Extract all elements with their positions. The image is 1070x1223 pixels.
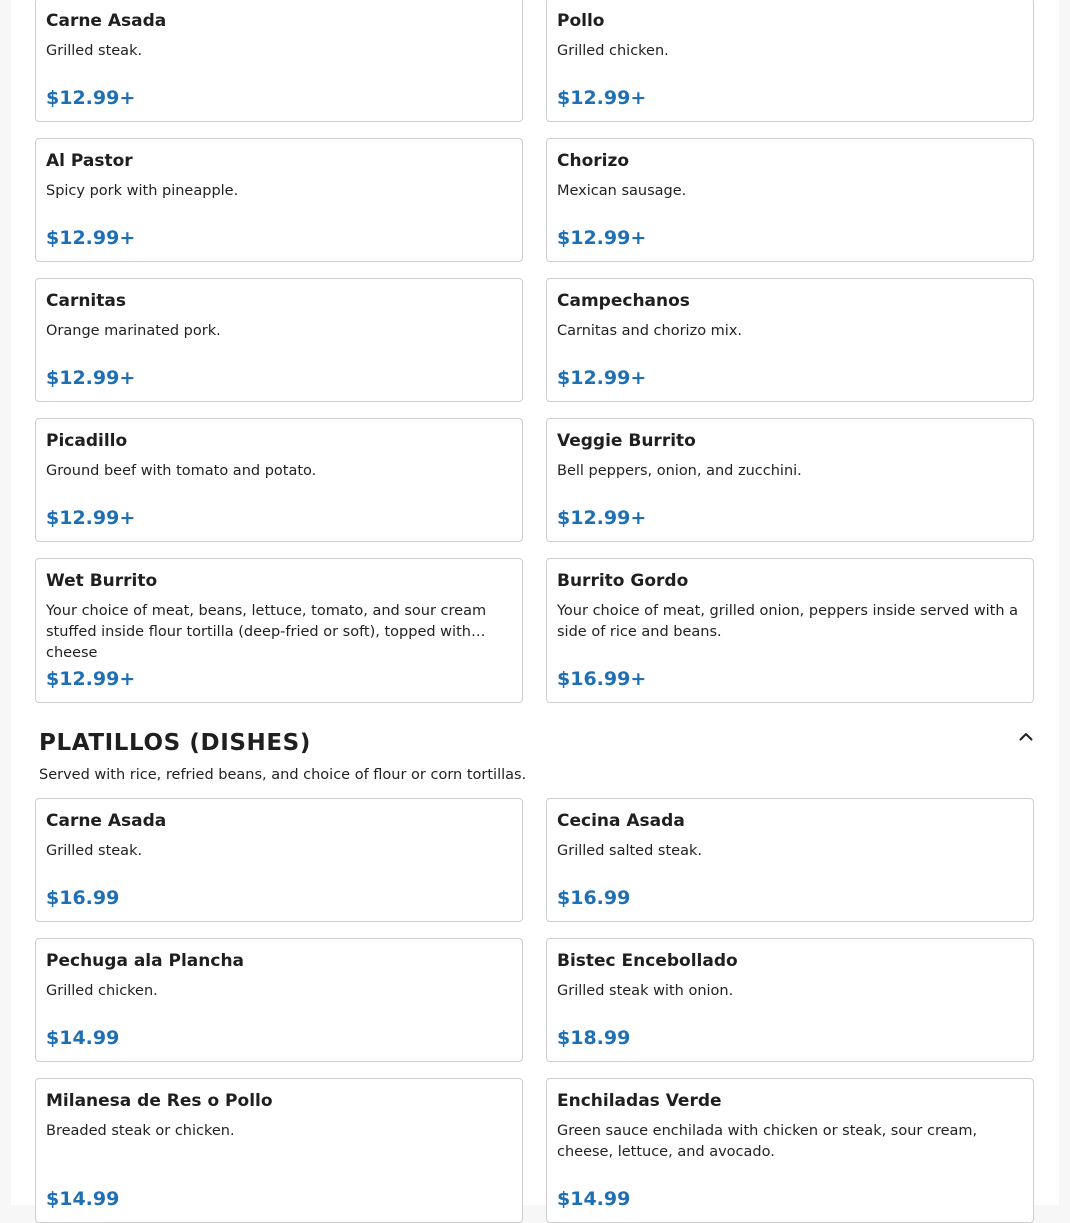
menu-item-card[interactable]: [35, 0, 523, 122]
menu-item-card[interactable]: [35, 938, 523, 1062]
item-name: Al Pastor: [46, 151, 133, 171]
item-name: Milanesa de Res o Pollo: [46, 1091, 273, 1111]
item-description: Grilled chicken.: [46, 983, 158, 999]
burritos-grid: [35, 0, 1034, 703]
section-header: [39, 728, 1035, 760]
item-price: $12.99+: [46, 367, 136, 389]
item-description: Grilled salted steak.: [557, 843, 702, 859]
item-description: Grilled steak.: [46, 43, 143, 59]
item-name: Carnitas: [46, 291, 126, 311]
item-description: Grilled steak with onion.: [557, 983, 734, 999]
item-description: Mexican sausage.: [557, 183, 687, 199]
item-name: Carne Asada: [46, 811, 167, 831]
item-description: Carnitas and chorizo mix.: [557, 323, 743, 339]
item-price: $14.99: [557, 1188, 631, 1210]
item-name: Pechuga ala Plancha: [46, 951, 245, 971]
item-name: Cecina Asada: [557, 811, 685, 831]
item-description: Spicy pork with pineapple.: [46, 183, 239, 199]
item-price: $12.99+: [557, 87, 647, 109]
item-description: Bell peppers, onion, and zucchini.: [557, 463, 802, 479]
section-subtitle: Served with rice, refried beans, and choice of flour or corn tortillas.: [39, 767, 527, 783]
menu-item-card[interactable]: [546, 558, 1034, 703]
menu-item-card[interactable]: [35, 558, 523, 703]
item-description: Breaded steak or chicken.: [46, 1123, 235, 1139]
menu-item-card[interactable]: [35, 138, 523, 262]
menu-item-card[interactable]: [35, 278, 523, 402]
section-title: PLATILLOS (DISHES): [39, 730, 311, 756]
item-name: Bistec Encebollado: [557, 951, 738, 971]
item-name: Picadillo: [46, 431, 128, 451]
item-name: Pollo: [557, 11, 605, 31]
item-description: Grilled chicken.: [557, 43, 669, 59]
item-price: $18.99: [557, 1027, 631, 1049]
menu-page: [11, 0, 1059, 1210]
item-price: $14.99: [46, 1188, 120, 1210]
menu-item-card[interactable]: [546, 938, 1034, 1062]
item-name: Veggie Burrito: [557, 431, 696, 451]
item-description: Grilled steak.: [46, 843, 143, 859]
item-name: Wet Burrito: [46, 571, 158, 591]
menu-item-card[interactable]: [546, 278, 1034, 402]
menu-item-card[interactable]: [546, 138, 1034, 262]
menu-item-card[interactable]: [35, 1078, 523, 1223]
item-name: Enchiladas Verde: [557, 1091, 722, 1111]
menu-item-card[interactable]: [546, 1078, 1034, 1223]
item-price: $12.99+: [46, 87, 136, 109]
item-price: $16.99+: [557, 668, 647, 690]
item-name: Chorizo: [557, 151, 630, 171]
item-name: Campechanos: [557, 291, 690, 311]
platillos-grid: [35, 798, 1034, 1223]
menu-item-card[interactable]: [546, 418, 1034, 542]
item-name: Burrito Gordo: [557, 571, 689, 591]
item-description: Your choice of meat, grilled onion, peppers inside served with a side of rice and beans.: [557, 603, 1019, 640]
item-price: $12.99+: [46, 507, 136, 529]
item-price: $16.99: [557, 887, 631, 909]
item-price: $12.99+: [46, 668, 136, 690]
item-price: $16.99: [46, 887, 120, 909]
menu-item-card[interactable]: [546, 798, 1034, 922]
item-description: Your choice of meat, beans, lettuce, tomato, and sour cream stuffed inside flour tortilla (deep-fried or soft), topped with cheese: [46, 603, 487, 661]
item-price: $12.99+: [557, 507, 647, 529]
item-description: Ground beef with tomato and potato.: [46, 463, 317, 479]
item-price: $12.99+: [557, 367, 647, 389]
menu-item-card[interactable]: [546, 0, 1034, 122]
item-price: $14.99: [46, 1027, 120, 1049]
item-description: Orange marinated pork.: [46, 323, 221, 339]
item-description: Green sauce enchilada with chicken or steak, sour cream, cheese, lettuce, and avocado.: [557, 1123, 978, 1160]
item-name: Carne Asada: [46, 11, 167, 31]
item-price: $12.99+: [46, 227, 136, 249]
menu-item-card[interactable]: [35, 798, 523, 922]
menu-item-card[interactable]: [35, 418, 523, 542]
item-price: $12.99+: [557, 227, 647, 249]
chevron-up-icon[interactable]: [1017, 728, 1035, 746]
